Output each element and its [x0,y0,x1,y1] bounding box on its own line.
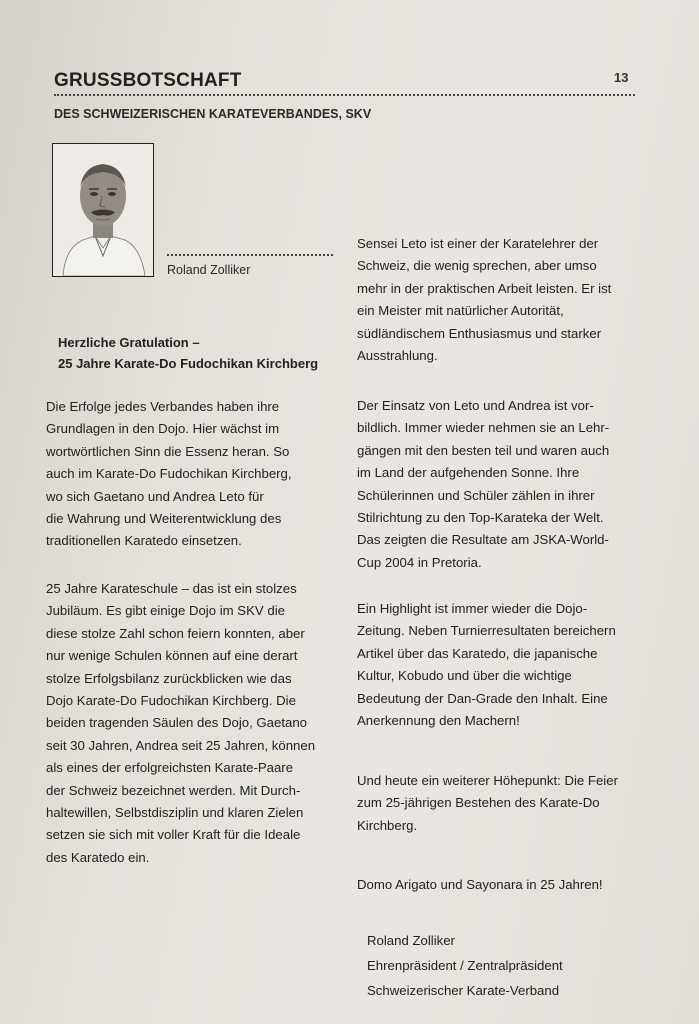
text-line: Artikel über das Karatedo, die japanische [357,645,598,661]
text-line: ein Meister mit natürlicher Autorität, [357,303,564,319]
text-line: als eines der erfolgreichsten Karate-Paare [46,760,294,776]
text-line: beiden tragenden Säulen des Dojo, Gaetano [46,715,308,731]
text-line: Kultur, Kobudo und über die wichtige [357,668,572,684]
text-line: diese stolze Zahl schon feiern konnten, aber [46,625,305,641]
text-line: 25 Jahre Karateschule – das ist ein stolzes [46,581,297,596]
right-paragraph-5 [357,874,603,896]
text-line: Bedeutung der Dan-Grade den Inhalt. Eine [357,690,608,706]
lead-line-1: Herzliche Gratulation – [58,335,200,350]
text-line: auch im Karate-Do Fudochikan Kirchberg, [46,466,292,482]
text-line: Und heute ein weiterer Höhepunkt: Die Feier [357,773,618,788]
lead-heading [58,332,318,374]
page-subtitle: DES SCHWEIZERISCHEN KARATEVERBANDES, SKV [54,107,372,121]
text-line: Schweiz, die wenig sprechen, aber umso [357,258,597,274]
text-line: Cup 2004 in Pretoria. [357,554,482,570]
text-line: südländischem Enthusiasmus und starker [357,325,602,341]
text-line: nur wenige Schulen können auf eine derart [46,648,298,664]
text-line: Die Erfolge jedes Verbandes haben ihre [46,399,280,414]
text-line: Jubiläum. Es gibt einige Dojo im SKV die [46,603,285,619]
text-line: mehr in der praktischen Arbeit leisten. Er ist [357,280,612,296]
page-title: GRUSSBOTSCHAFT [54,70,242,91]
text-line: Der Einsatz von Leto und Andrea ist vor- [357,398,594,413]
text-line: Ausstrahlung. [357,348,438,364]
left-paragraph-2 [46,578,315,869]
text-line: setzen sie sich mit voller Kraft für die Ideale [46,827,301,843]
text-line: stolze Erfolgsbilanz zurückblicken wie das [46,670,292,686]
text-line: wo sich Gaetano und Andrea Leto für [46,488,264,504]
text-line: des Karatedo ein. [46,849,150,865]
left-paragraph-1 [46,396,292,553]
header-dotted-rule [54,94,635,96]
signature-organization: Schweizerischer Karate-Verband [367,983,560,998]
right-paragraph-3 [357,598,616,732]
text-line: gängen mit den besten teil und waren auch [357,442,610,458]
text-line: Grundlagen in den Dojo. Hier wächst im [46,421,280,437]
photo-caption: Roland Zolliker [167,263,251,277]
portrait-image [53,144,153,276]
text-line: Das zeigten die Resultate am JSKA-World- [357,532,609,548]
text-line: wortwörtlichen Sinn die Essenz heran. So [46,443,290,459]
text-line: haltewillen, Selbstdisziplin und klaren Zielen [46,805,304,821]
text-line: Ein Highlight ist immer wieder die Dojo- [357,601,588,616]
text-line: Kirchberg. [357,817,418,833]
text-line: Domo Arigato und Sayonara in 25 Jahren! [357,877,603,892]
page-number: 13 [614,70,629,85]
text-line: traditionellen Karatedo einsetzen. [46,533,242,549]
text-line: die Wahrung und Weiterentwicklung des [46,511,282,527]
text-line: Anerkennung den Machern! [357,713,520,729]
text-line: bildlich. Immer wieder nehmen sie an Lehr- [357,420,610,436]
text-line: der Schweiz bezeichnet werden. Mit Durch- [46,782,301,798]
right-paragraph-1 [357,233,611,367]
portrait-photo [52,143,154,277]
text-line: Sensei Leto ist einer der Karatelehrer der [357,236,599,251]
lead-line-2: 25 Jahre Karate-Do Fudochikan Kirchberg [58,356,319,371]
right-paragraph-2 [357,395,609,574]
text-line: Stilrichtung zu den Top-Karateka der Welt. [357,510,604,526]
right-paragraph-4 [357,770,618,837]
signature-dotted-line [167,254,333,256]
text-line: seit 30 Jahren, Andrea seit 25 Jahren, können [46,737,316,753]
signature-role: Ehrenpräsident / Zentralpräsident [367,958,563,973]
text-line: Dojo Karate-Do Fudochikan Kirchberg. Die [46,693,296,709]
signature-block [367,928,563,1003]
text-line: im Land der aufgehenden Sonne. Ihre [357,465,580,481]
text-line: zum 25-jährigen Bestehen des Karate-Do [357,795,600,811]
text-line: Schülerinnen und Schüler zählen in ihrer [357,487,595,503]
text-line: Zeitung. Neben Turnierresultaten bereichern [357,623,616,639]
signature-name: Roland Zolliker [367,933,455,948]
